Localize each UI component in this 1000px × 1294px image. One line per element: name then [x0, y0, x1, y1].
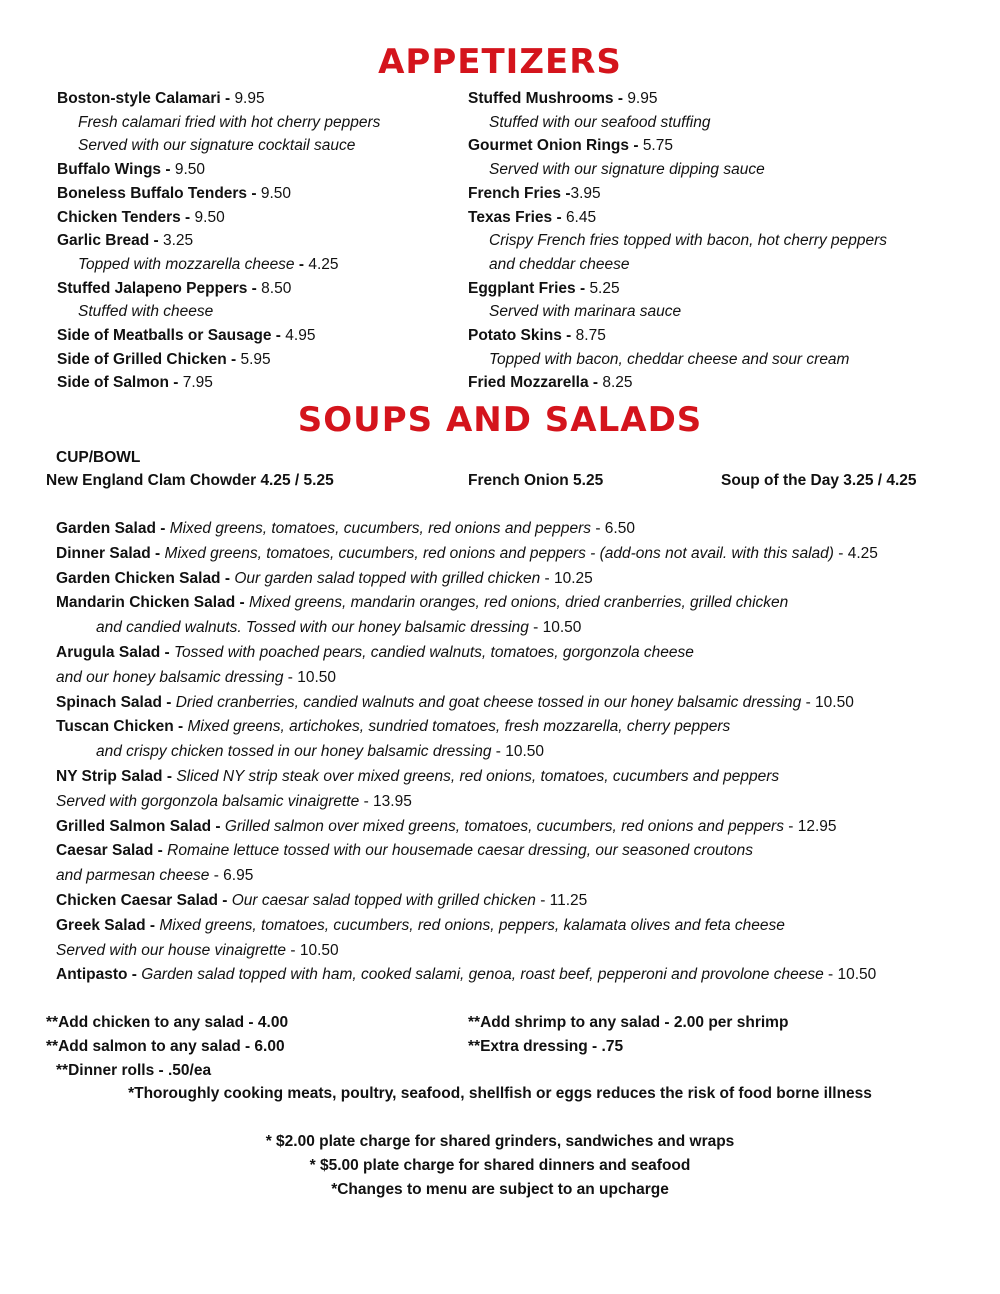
item-price: 8.75: [575, 327, 606, 344]
item-name: Stuffed Jalapeno Peppers -: [57, 279, 262, 297]
item-price: 5.75: [642, 137, 673, 155]
item-price: 3.25: [162, 232, 194, 250]
item-price: 9.50: [194, 208, 225, 226]
extra-dressing-note: **Extra dressing - .75: [468, 1038, 624, 1055]
appetizer-description: [489, 231, 887, 251]
salad-name: Arugula Salad -: [56, 644, 174, 661]
soup-of-the-day-item: Soup of the Day 3.25 / 4.25: [721, 472, 917, 489]
item-name: Side of Salmon -: [57, 374, 183, 392]
item-name: Chicken Tenders -: [57, 208, 195, 226]
salad-name: NY Strip Salad -: [56, 768, 177, 785]
item-price: 9.50: [174, 161, 205, 179]
appetizer-item: [57, 279, 291, 299]
appetizer-item: [57, 350, 271, 370]
item-price: 3.95: [570, 184, 601, 202]
item-description: Topped with mozzarella cheese: [78, 255, 299, 273]
item-price: 9.50: [260, 184, 292, 202]
item-price: 4.25: [308, 255, 339, 273]
item-price: 9.95: [234, 90, 265, 107]
appetizer-description: [489, 302, 681, 322]
salad-price: - 12.95: [783, 817, 837, 835]
salad-description: Mixed greens, tomatoes, cucumbers, red onions and peppers - (add-ons not avail. with this salad): [164, 544, 834, 562]
salad-item: [56, 841, 753, 861]
plate-charge-sandwiches: * $2.00 plate charge for shared grinders, sandwiches and wraps: [265, 1133, 735, 1150]
salad-description: and parmesan cheese: [56, 867, 210, 885]
salad-item: [56, 965, 876, 985]
appetizer-item: [468, 136, 673, 156]
salad-item: [56, 569, 593, 589]
salad-price: - 11.25: [535, 892, 588, 909]
appetizer-item: [57, 184, 291, 204]
item-name: Garlic Bread -: [57, 232, 163, 250]
salad-name: Caesar Salad -: [56, 842, 168, 860]
salad-item: [56, 643, 694, 663]
appetizer-description: [78, 113, 380, 133]
salad-price: - 10.50: [491, 743, 545, 761]
item-price: 6.45: [565, 208, 597, 226]
appetizer-item: [57, 89, 265, 109]
plate-charge-dinners: * $5.00 plate charge for shared dinners and seafood: [309, 1157, 691, 1174]
salad-description: and our honey balsamic dressing: [56, 668, 284, 686]
cup-bowl-label: CUP/BOWL: [56, 449, 141, 466]
salad-price: - 6.50: [591, 520, 635, 537]
add-shrimp-note: **Add shrimp to any salad - 2.00 per shrimp: [468, 1014, 789, 1031]
appetizer-item: [468, 208, 596, 228]
salad-description: Our caesar salad topped with grilled chicken: [231, 892, 536, 909]
appetizer-item: [57, 208, 225, 228]
appetizer-item: [57, 160, 205, 180]
salad-price: - 10.50: [283, 668, 337, 686]
french-onion-item: French Onion 5.25: [468, 472, 604, 489]
salad-item: [56, 593, 788, 613]
appetizer-description: [78, 302, 213, 322]
item-name: Eggplant Fries -: [468, 279, 590, 297]
salad-description: Garden salad topped with ham, cooked salami, genoa, roast beef, pepperoni and provolone cheese: [141, 966, 824, 984]
item-name: French Fries -: [468, 184, 571, 202]
item-description: Served with our signature dipping sauce: [489, 161, 765, 179]
item-price: 9.95: [627, 90, 658, 107]
item-name: Potato Skins -: [468, 327, 576, 344]
item-description: Served with marinara sauce: [489, 303, 682, 321]
salad-description: Sliced NY strip steak over mixed greens, red onions, tomatoes, cucumbers and peppers: [176, 768, 780, 785]
salad-description: and crispy chicken tossed in our honey balsamic dressing: [96, 743, 492, 761]
appetizer-item: [468, 326, 606, 346]
clam-chowder-item: New England Clam Chowder 4.25 / 5.25: [46, 472, 334, 489]
item-name: Side of Meatballs or Sausage -: [57, 327, 286, 344]
salad-price: - 4.25: [833, 544, 878, 562]
item-name: Stuffed Mushrooms -: [468, 90, 628, 107]
salad-description: Tossed with poached pears, candied walnuts, tomatoes, gorgonzola cheese: [174, 644, 694, 661]
appetizers-heading: APPETIZERS: [378, 42, 622, 82]
salad-item: [56, 891, 587, 911]
salad-description: Dried cranberries, candied walnuts and goat cheese tossed in our honey balsamic dressing: [175, 693, 802, 711]
dinner-rolls-note: **Dinner rolls - .50/ea: [56, 1062, 212, 1079]
salad-price: - 10.50: [823, 966, 877, 984]
item-description: and cheddar cheese: [489, 255, 630, 273]
appetizer-item: [468, 89, 657, 109]
salad-price: - 10.50: [801, 693, 854, 711]
item-price: 7.95: [182, 374, 213, 392]
menu-changes-note: *Changes to menu are subject to an upcharge: [331, 1181, 669, 1198]
salad-name: Chicken Caesar Salad -: [56, 892, 232, 909]
item-price: 8.25: [602, 374, 633, 392]
appetizer-item: [468, 373, 633, 393]
item-name: Boston-style Calamari -: [57, 90, 235, 107]
item-name: Gourmet Onion Rings -: [468, 137, 643, 155]
salad-item-continued: [56, 668, 336, 688]
item-price: 5.25: [589, 279, 620, 297]
salad-name: Garden Chicken Salad -: [56, 569, 235, 587]
salad-description: Mixed greens, tomatoes, cucumbers, red onions, peppers, kalamata olives and feta cheese: [159, 916, 785, 934]
salad-description: Served with gorgonzola balsamic vinaigrette: [56, 792, 360, 810]
appetizer-item: [57, 326, 315, 346]
salad-item-continued: [56, 792, 412, 812]
salad-item: [56, 817, 837, 837]
item-price: 5.95: [240, 350, 271, 368]
item-description: Crispy French fries topped with bacon, hot cherry peppers: [489, 232, 888, 250]
salad-item: [56, 717, 730, 737]
item-description: Topped with bacon, cheddar cheese and sour cream: [489, 350, 850, 368]
salad-item-continued: [56, 941, 339, 961]
add-chicken-note: **Add chicken to any salad - 4.00: [46, 1014, 289, 1031]
item-description: Fresh calamari fried with hot cherry peppers: [78, 113, 381, 131]
salad-item-continued: [96, 742, 544, 762]
salad-price: - 10.50: [286, 941, 339, 959]
item-name: Fried Mozzarella -: [468, 374, 603, 392]
item-name: Boneless Buffalo Tenders -: [57, 184, 261, 202]
salad-item-continued: [56, 866, 253, 886]
salad-name: Grilled Salmon Salad -: [56, 817, 225, 835]
add-salmon-note: **Add salmon to any salad - 6.00: [46, 1038, 285, 1055]
salad-price: - 10.25: [540, 569, 593, 587]
item-description: Served with our signature cocktail sauce: [78, 137, 356, 155]
item-price: 4.95: [285, 327, 316, 344]
appetizer-description: [78, 136, 355, 156]
item-name: Texas Fries -: [468, 208, 566, 226]
salad-name: Mandarin Chicken Salad -: [56, 594, 249, 612]
salad-item: [56, 544, 878, 564]
salad-description: and candied walnuts. Tossed with our honey balsamic dressing: [96, 619, 529, 637]
appetizer-description: [489, 255, 629, 275]
appetizer-description: [489, 113, 710, 133]
salad-item: [56, 767, 779, 787]
salad-description: Mixed greens, mandarin oranges, red onions, dried cranberries, grilled chicken: [248, 594, 789, 612]
salad-name: Garden Salad -: [56, 520, 170, 537]
salad-description: Romaine lettuce tossed with our housemade caesar dressing, our seasoned croutons: [167, 842, 754, 860]
item-description: Stuffed with cheese: [78, 303, 214, 321]
salad-item-continued: [96, 618, 581, 638]
salad-description: Grilled salmon over mixed greens, tomatoes, cucumbers, red onions and peppers: [224, 817, 784, 835]
appetizer-item: [57, 231, 193, 251]
appetizer-description: [489, 160, 765, 180]
separator: -: [298, 255, 309, 273]
item-price: 8.50: [261, 279, 292, 297]
salad-price: - 6.95: [209, 867, 254, 885]
salad-description: Our garden salad topped with grilled chicken: [234, 569, 541, 587]
salad-item: [56, 916, 785, 936]
salad-name: Tuscan Chicken -: [56, 718, 188, 736]
appetizer-item: [468, 184, 601, 204]
appetizer-description: [489, 350, 849, 370]
salad-name: Dinner Salad -: [56, 544, 165, 562]
salad-name: Antipasto -: [56, 966, 142, 984]
salad-item: [56, 693, 854, 713]
salad-item: [56, 519, 635, 539]
item-description: Stuffed with our seafood stuffing: [489, 113, 711, 131]
salad-price: - 13.95: [359, 792, 412, 810]
item-name: Side of Grilled Chicken -: [57, 350, 241, 368]
food-safety-warning: *Thoroughly cooking meats, poultry, seafood, shellfish or eggs reduces the risk of food borne illness: [128, 1085, 872, 1102]
salad-description: Mixed greens, artichokes, sundried tomatoes, fresh mozzarella, cherry peppers: [187, 718, 731, 736]
soups-salads-heading: SOUPS AND SALADS: [297, 400, 703, 440]
salad-description: Mixed greens, tomatoes, cucumbers, red onions and peppers: [169, 520, 592, 537]
salad-name: Greek Salad -: [56, 916, 160, 934]
item-name: Buffalo Wings -: [57, 161, 175, 179]
salad-price: - 10.50: [528, 619, 582, 637]
appetizer-item: [57, 373, 213, 393]
salad-name: Spinach Salad -: [56, 693, 176, 711]
appetizer-item: [468, 279, 620, 299]
appetizer-description: [78, 255, 339, 275]
salad-description: Served with our house vinaigrette: [56, 941, 287, 959]
